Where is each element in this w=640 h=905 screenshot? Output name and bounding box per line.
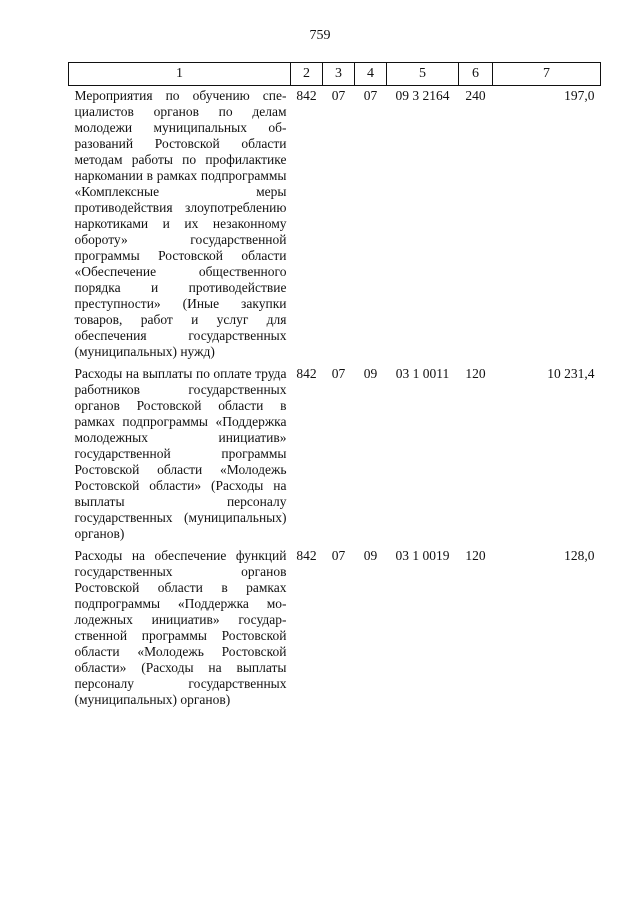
header-col-6: 6	[459, 63, 493, 86]
row-description: Расходы на выплаты по оплате труда работников государственных органов Ростовской области в рамках подпрограммы «Поддержка молодежных инициатив» государственной программы Ростовской области «Молодежь Ростовской области» (Расходы на выплаты персоналу государственных (муниципальных) органов)	[74, 366, 287, 541]
row-col-3: 07	[331, 548, 346, 563]
row-col-6: 120	[465, 366, 486, 381]
row-col-2: 842	[296, 366, 317, 381]
row-col-4: 09	[363, 366, 378, 381]
row-col-5: 03 1 0019	[395, 548, 450, 563]
row-col-7: 128,0	[564, 548, 595, 563]
header-col-3: 3	[323, 63, 355, 86]
header-col-7: 7	[493, 63, 601, 86]
row-col-6: 240	[465, 88, 486, 103]
table-row	[69, 548, 601, 714]
header-col-5: 5	[387, 63, 459, 86]
row-col-6: 120	[465, 548, 486, 563]
header-row	[69, 63, 601, 86]
row-col-3: 07	[331, 88, 346, 103]
row-col-7: 10 231,4	[547, 366, 595, 381]
header-col-1: 1	[69, 63, 291, 86]
table-row	[69, 366, 601, 548]
row-col-5: 03 1 0011	[395, 366, 450, 381]
row-description: Расходы на обеспечение функций государственных органов Ростовской области в рамках подпрограммы «Поддержка молодежных инициатив» государственной программы Ростовской области «Молодежь Ростовской области» (Расходы на выплаты персоналу государственных (муниципальных) органов)	[74, 548, 287, 707]
row-col-2: 842	[296, 88, 317, 103]
budget-table	[68, 62, 601, 714]
row-col-3: 07	[331, 366, 346, 381]
row-col-4: 07	[363, 88, 378, 103]
row-col-5: 09 3 2164	[395, 88, 450, 103]
header-col-4: 4	[355, 63, 387, 86]
page-number: 759	[309, 28, 331, 43]
row-col-2: 842	[296, 548, 317, 563]
header-col-2: 2	[291, 63, 323, 86]
row-col-7: 197,0	[564, 88, 595, 103]
row-col-4: 09	[363, 548, 378, 563]
row-description: Мероприятия по обучению специалистов органов по делам молодежи муниципальных образований Ростовской области методам работы по профилактике наркомании в рамках подпрограммы «Комплексные меры противодействия злоупотреблению наркотиками и их незаконному обороту» государственной программы Ростовской области «Обеспечение общественного порядка и противодействие преступности» (Иные закупки товаров, работ и услуг для обеспечения государственных (муниципальных) нужд)	[74, 88, 287, 359]
table-row	[69, 86, 601, 367]
